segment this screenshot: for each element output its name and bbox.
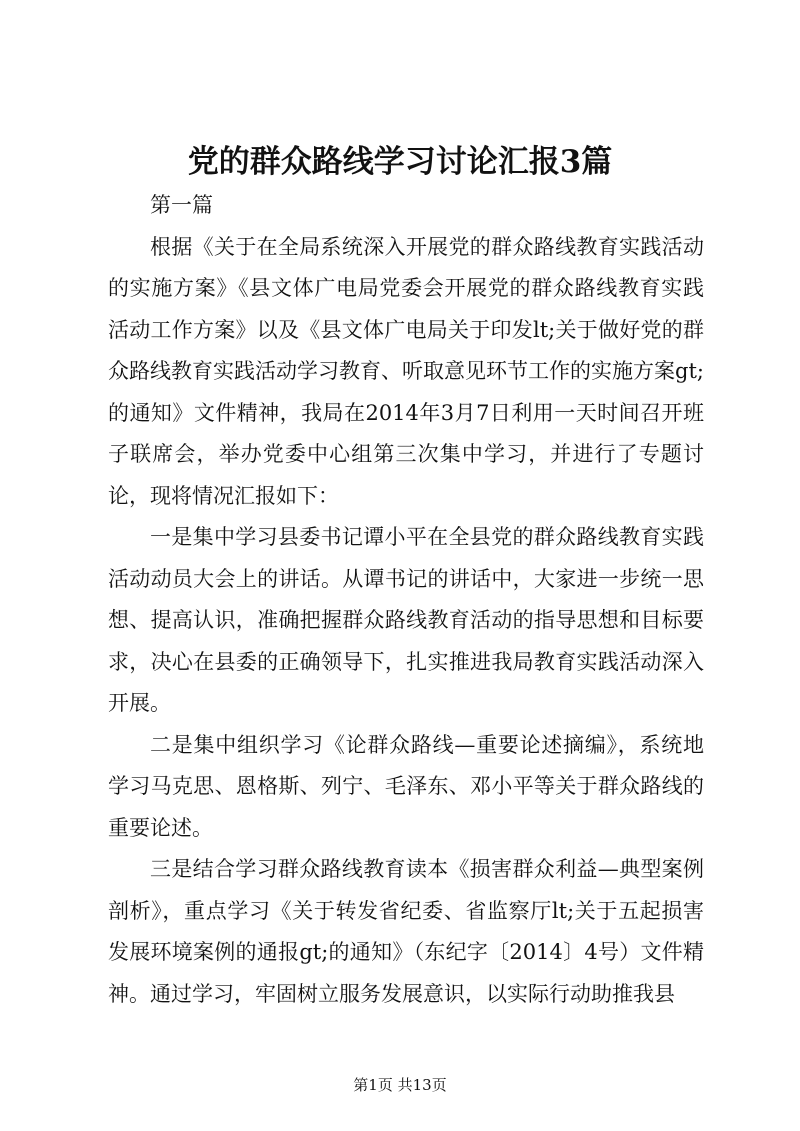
paragraph-item-2: 二是集中组织学习《论群众路线—重要论述摘编》，系统地学习马克思、恩格斯、列宁、毛泽东、邓小平等关于群众路线的重要论述。 bbox=[108, 732, 704, 840]
section-heading: 第一篇 bbox=[150, 193, 213, 217]
page-footer: 第1页 共13页 bbox=[353, 1076, 447, 1094]
paragraph-item-3: 三是结合学习群众路线教育读本《损害群众利益—典型案例剖析》，重点学习《关于转发省纪委、省监察厅lt;关于五起损害发展环境案例的通报gt;的通知》（东纪字〔2014〕4号）文件精神。通过学习，牢固树立服务发展意识，以实际行动助推我县 bbox=[108, 857, 704, 1006]
document-title: 党的群众路线学习讨论汇报3篇 bbox=[187, 144, 613, 180]
paragraph-intro: 根据《关于在全局系统深入开展党的群众路线教育实践活动的实施方案》《县文体广电局党委会开展党的群众路线教育实践活动工作方案》以及《县文体广电局关于印发lt;关于做好党的群众路线教育实践活动学习教育、听取意见环节工作的实施方案gt;的通知》文件精神，我局在2014年3月7日利用一天时间召开班子联席会，举办党委中心组第三次集中学习，并进行了专题讨论，现将情况汇报如下： bbox=[108, 234, 704, 508]
document-body bbox=[108, 185, 704, 1015]
paragraph-item-1: 一是集中学习县委书记谭小平在全县党的群众路线教育实践活动动员大会上的讲话。从谭书记的讲话中，大家进一步统一思想、提高认识，准确把握群众路线教育活动的指导思想和目标要求，决心在县委的正确领导下，扎实推进我局教育实践活动深入开展。 bbox=[108, 525, 704, 715]
